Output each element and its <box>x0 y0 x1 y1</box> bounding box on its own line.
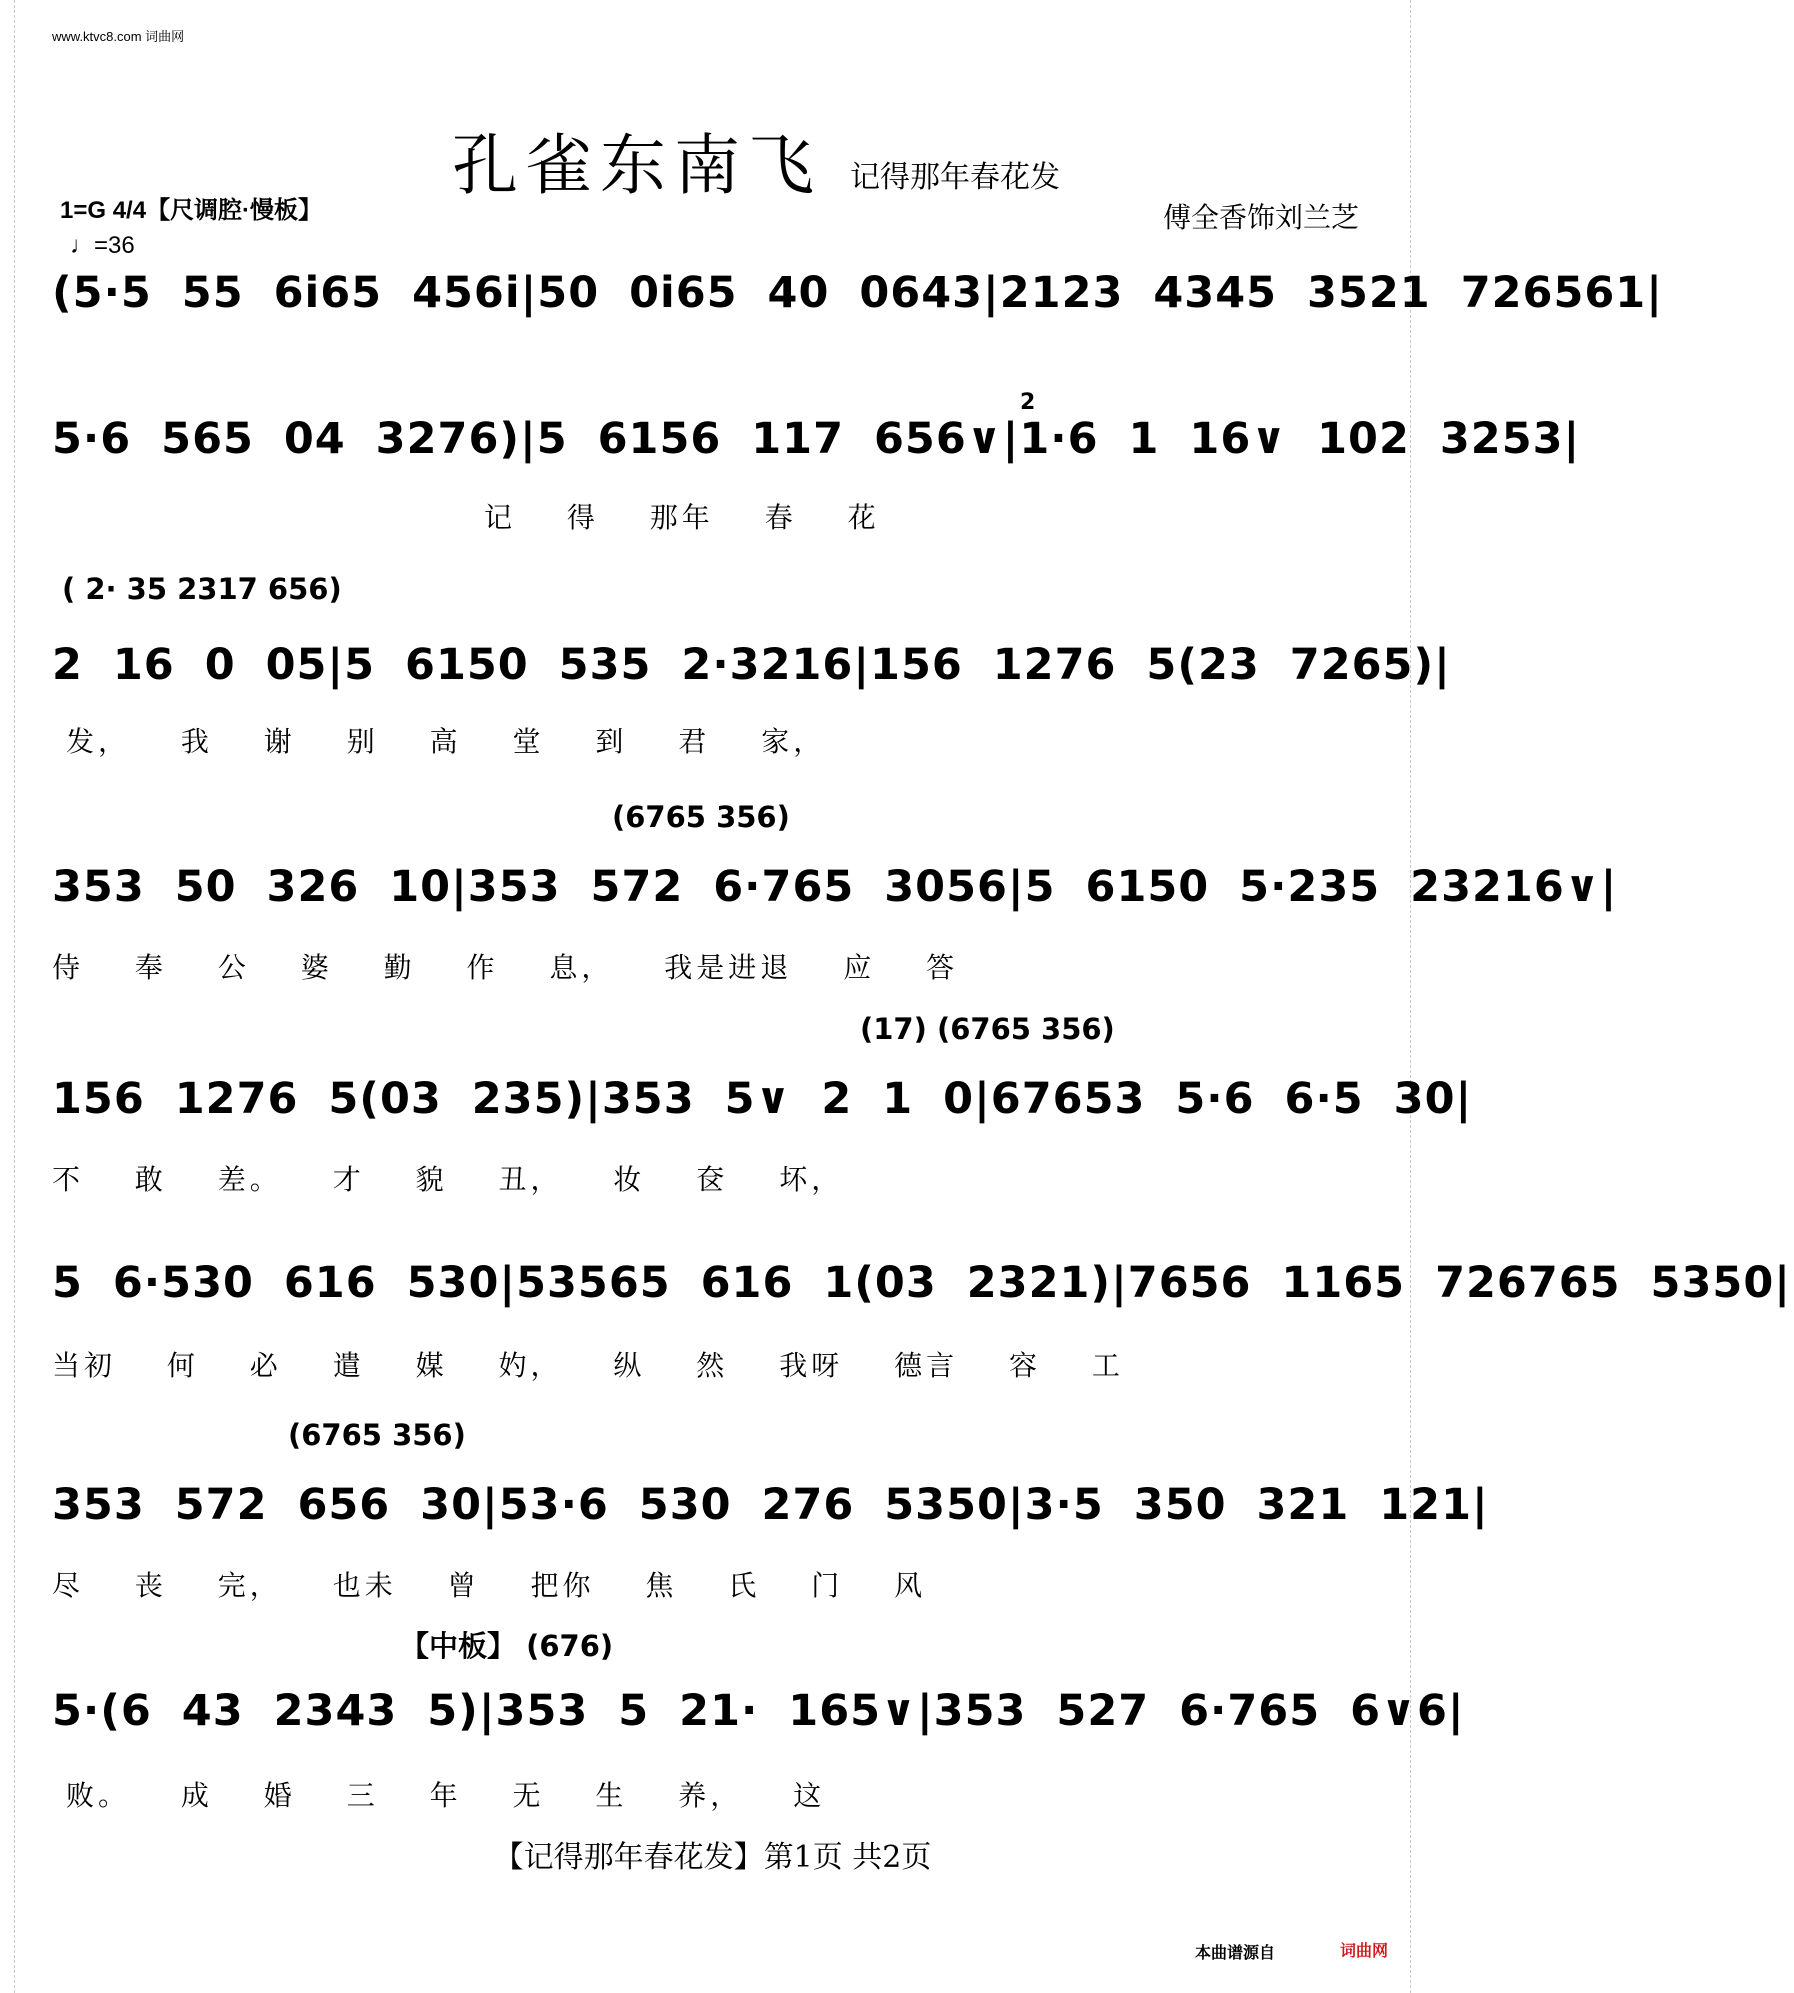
notation-line: 5·6 565 04 3276)|5 6156 117 656∨|1·6 1 16∨ 102 3253| <box>52 414 1581 464</box>
notation-line: 353 50 326 10|353 572 6·765 3056|5 6150 5·235 23216∨| <box>52 862 1618 912</box>
grace-note: 2 <box>1020 390 1036 415</box>
source-label: 本曲谱源自 <box>1195 1945 1276 1962</box>
notation-line: 353 572 656 30|53·6 530 276 5350|3·5 350 321 121| <box>52 1480 1489 1530</box>
page-title: 孔雀东南飞 <box>452 127 822 204</box>
ornament-annotation: ( 2· 35 2317 656) <box>62 572 342 606</box>
section-annotation: 【中板】 (676) <box>400 1629 614 1663</box>
lyric-line: 侍 奉 公 婆 勤 作 息， 我是进退 应 答 <box>52 951 959 984</box>
ornament-annotation: (6765 356) <box>612 800 790 834</box>
site-url: www.ktvc8.com 词曲网 <box>52 29 185 44</box>
notation-line: 2 16 0 05|5 6150 535 2·3216|156 1276 5(23 7265)| <box>52 640 1451 690</box>
tempo-marking: ♩=36 <box>70 232 135 259</box>
lyric-line: 败。 成 婚 三 年 无 生 养， 这 <box>66 1779 826 1812</box>
notation-line: 5 6·530 616 530|53565 616 1(03 2321)|7656 1165 726765 5350| <box>52 1258 1791 1308</box>
page-footer: 【记得那年春花发】第1页 共2页 <box>493 1840 932 1875</box>
ornament-annotation: (6765 356) <box>288 1418 466 1452</box>
performer-credit: 傅全香饰刘兰芝 <box>1162 201 1359 234</box>
key-signature: 1=G 4/4【尺调腔·慢板】 <box>60 197 323 224</box>
page-subtitle: 记得那年春花发 <box>850 160 1060 195</box>
left-margin-watermark <box>0 0 15 1993</box>
notation-line: (5·5 55 6i65 456i|50 0i65 40 0643|2123 4345 3521 726561| <box>52 268 1663 318</box>
notation-line: 5·(6 43 2343 5)|353 5 21· 165∨|353 527 6·765 6∨6| <box>52 1686 1465 1736</box>
site-logo[interactable]: 词曲网 <box>1340 1943 1389 1960</box>
lyric-line: 尽 丧 完， 也未 曾 把你 焦 氏 门 风 <box>52 1569 927 1602</box>
lyric-line: 不 敢 差。 才 貌 丑， 妆 奁 坏， <box>52 1163 844 1196</box>
ornament-annotation: (17) (6765 356) <box>860 1012 1115 1046</box>
lyric-line: 发， 我 谢 别 高 堂 到 君 家， <box>66 725 826 758</box>
lyric-line: 当初 何 必 遣 媒 妁， 纵 然 我呀 德言 容 工 <box>52 1349 1124 1382</box>
lyric-line: 记 得 那年 春 花 <box>484 501 880 534</box>
notation-line: 156 1276 5(03 235)|353 5∨ 2 1 0|67653 5·6 6·5 30| <box>52 1074 1473 1124</box>
